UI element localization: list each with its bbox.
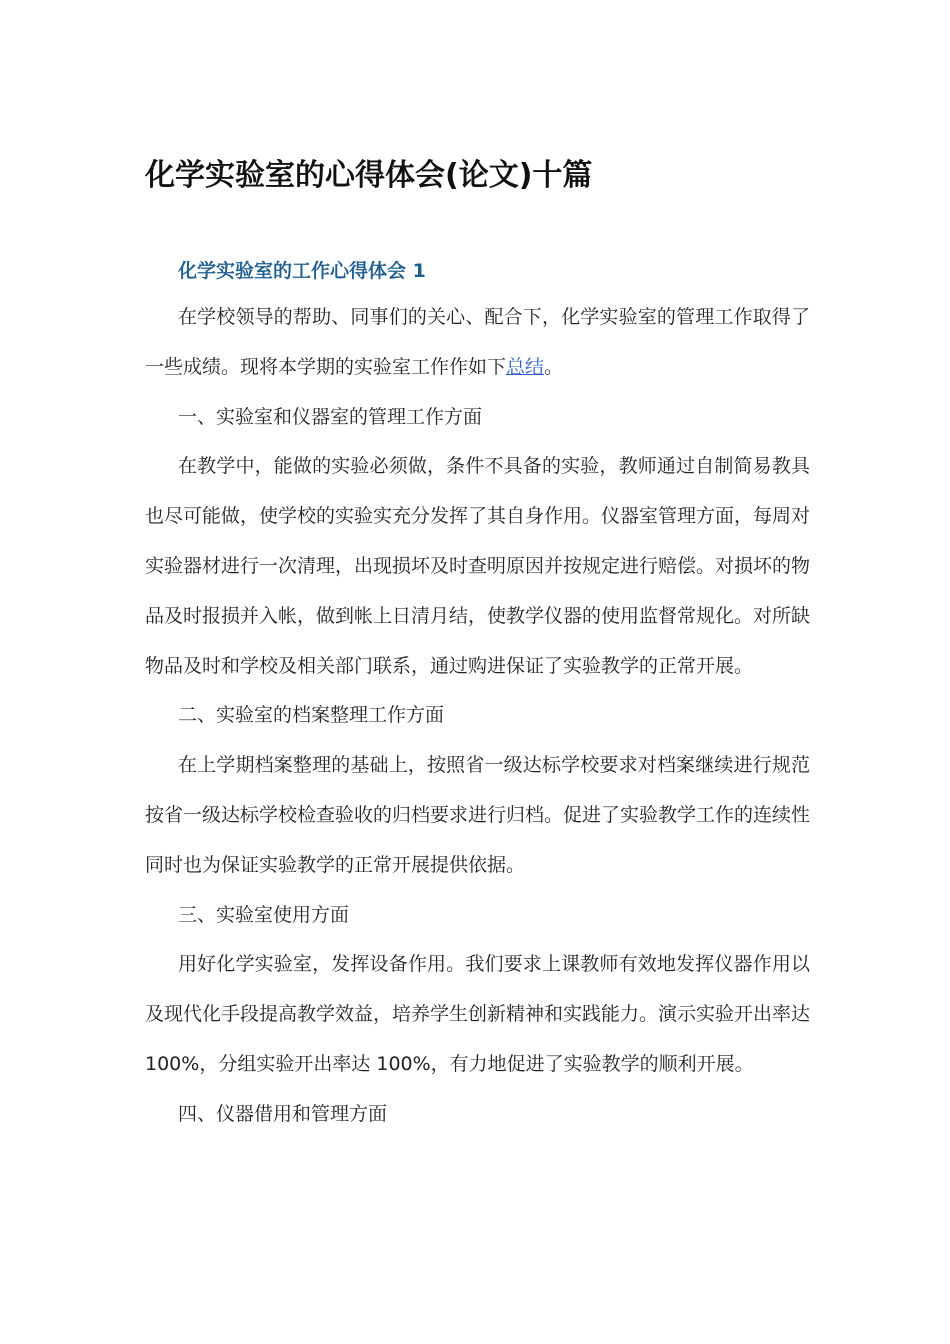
summary-link[interactable]: 总结 bbox=[506, 355, 545, 378]
section-heading: 化学实验室的工作心得体会 1 bbox=[178, 260, 426, 282]
paragraph-intro-end: 。 bbox=[544, 355, 564, 378]
subheading-instrument-lending: 四、仪器借用和管理方面 bbox=[178, 1102, 388, 1125]
subheading-lab-management: 一、实验室和仪器室的管理工作方面 bbox=[178, 405, 483, 428]
paragraph-archives: 在上学期档案整理的基础上，按照省一级达标学校要求对档案继续进行规范按省一级达标学校检查验收的归档要求进行归档。促进了实验教学工作的连续性同时也为保证实验教学的正常开展提供依据。 bbox=[145, 754, 811, 876]
subheading-archives: 二、实验室的档案整理工作方面 bbox=[178, 704, 445, 727]
document-body bbox=[145, 293, 810, 1140]
paragraph-lab-management: 在教学中，能做的实验必须做，条件不具备的实验，教师通过自制简易教具也尽可能做，使学校的实验实充分发挥了其自身作用。仪器室管理方面，每周对实验器材进行一次清理，出现损坏及时查明原因并按规定进行赔偿。对损坏的物品及时报损并入帐，做到帐上日清月结，使教学仪器的使用监督常规化。对所缺物品及时和学校及相关部门联系，通过购进保证了实验教学的正常开展。 bbox=[145, 455, 811, 677]
paragraph-lab-usage: 用好化学实验室，发挥设备作用。我们要求上课教师有效地发挥仪器作用以及现代化手段提高教学效益，培养学生创新精神和实践能力。演示实验开出率达 100%，分组实验开出率达 100%，有力地促进了实验教学的顺利开展。 bbox=[145, 953, 811, 1075]
subheading-lab-usage: 三、实验室使用方面 bbox=[178, 903, 350, 926]
document-title: 化学实验室的心得体会(论文)十篇 bbox=[145, 158, 593, 193]
paragraph-intro bbox=[145, 293, 810, 393]
paragraph-intro-text: 在学校领导的帮助、同事们的关心、配合下，化学实验室的管理工作取得了一些成绩。现将本学期的实验室工作作如下 bbox=[145, 306, 810, 378]
